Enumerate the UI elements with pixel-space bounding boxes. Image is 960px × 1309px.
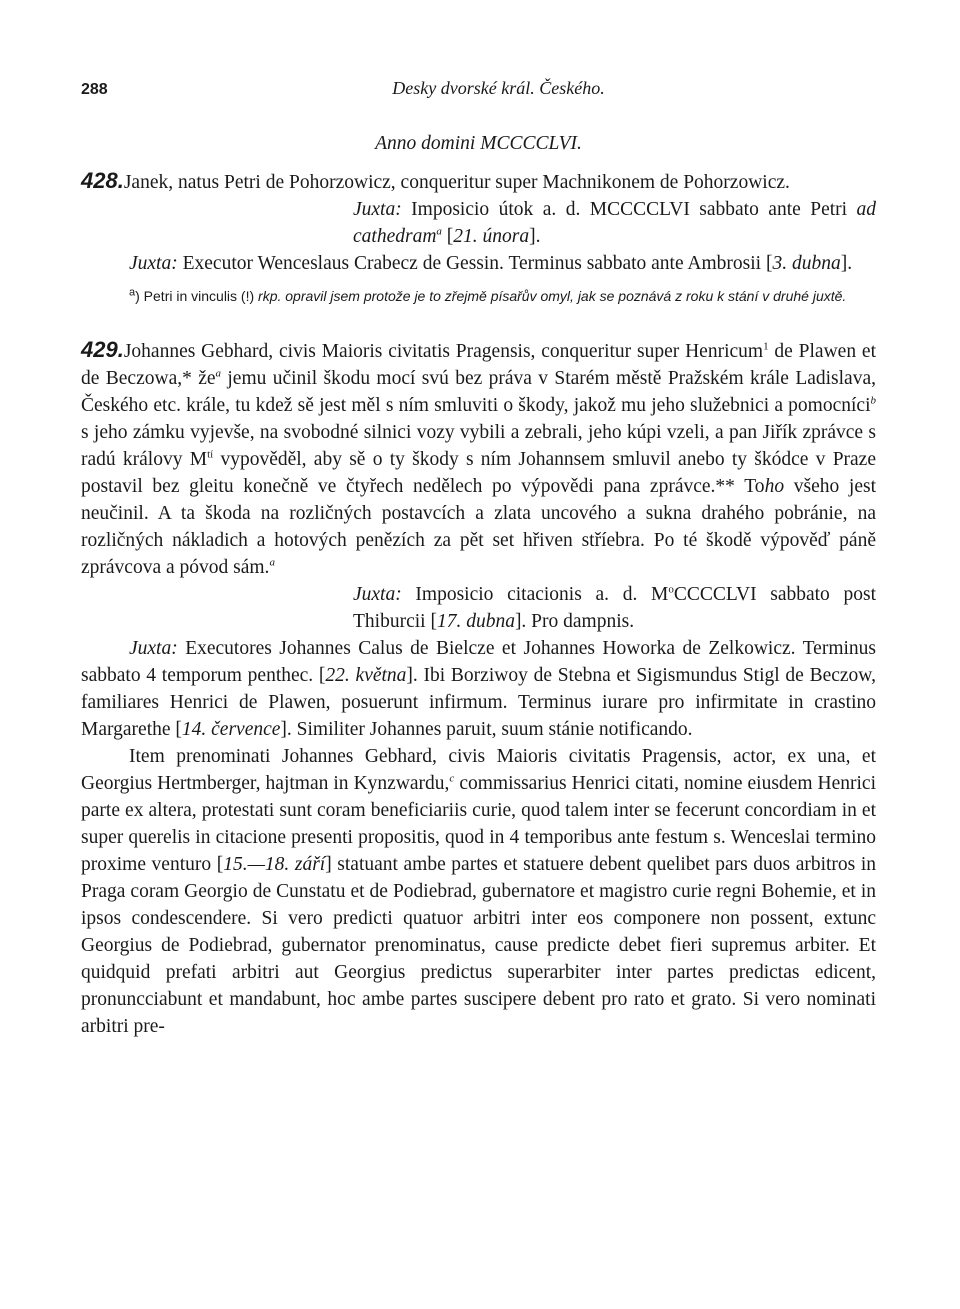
footnote-mark: a (269, 556, 275, 569)
entry-429-body: jemu učinil škodu mocí svú bez práva v Starém městě Pražském krále Ladislava, Českého etc. krále, tu kdež sě jest měl s ním smluviti o škody, jakož mu jeho služebnici a pomocníci (81, 368, 876, 416)
juxta-text: Imposicio útok a. d. MCCCCLVI sabbato ante Petri (401, 199, 857, 220)
running-title: Desky dvorské král. Českého. (392, 78, 605, 98)
entry-429-body: všeho jest neučinil. A ta škoda na rozličných postavcích a zlata uncového a sukna drahého pobránie, na rozličných nákladich a hotových penězích za pět set hřiven stříebra. Po té škodě výpověď páně zprávcova a póvod sám. (81, 476, 876, 578)
entry-428-juxta-2 (81, 250, 876, 277)
entry-428-juxta-1 (353, 196, 876, 250)
juxta-text: ]. Similiter Johannes paruit, suum stánie notificando. (280, 719, 693, 740)
paragraph-text: Item prenominati Johannes Gebhard, civis Maioris civitatis Pragensis, actor, ex una, et Georgius Hertmberger, hajtman in Kynzwardu, (81, 746, 876, 794)
juxta-italic: ad cathedram (353, 199, 876, 247)
juxta-text: Executor Wenceslaus Crabecz de Gessin. Terminus sabbato ante Ambrosii [ (177, 253, 773, 274)
juxta-date: 22. května (325, 665, 407, 686)
juxta-date: 17. dubna (436, 611, 515, 632)
page-number: 288 (81, 81, 108, 98)
page-header (81, 70, 876, 104)
entry-429-body: vypověděl, aby sě o ty škody s ním Johannsem smluvil anebo ty škódce v Praze postavil bez gleitu konečně ve čtyřech nedělech po výpovědi pana zprávce.** To (81, 449, 876, 497)
entry-429-body: s jeho zámku vyjevše, na svobodné silnici vozy vybili a zebrali, jeho kúpi vzeli, a pan Jiřík zprávce s radú královy M (81, 422, 876, 470)
juxta-text: ]. Pro dampnis. (514, 611, 635, 632)
document-page (81, 70, 876, 1040)
juxta-text: ]. (840, 253, 853, 274)
footnote-a (81, 285, 876, 308)
juxta-text: Executores Johannes Calus de Bielcze et Johannes Howorka de Zelkowicz. Terminus sabbato 4 temporum penthec. [ (81, 638, 876, 686)
year-heading: Anno domini MCCCCLVI. (375, 133, 582, 154)
entry-429-body: Johannes Gebhard, civis Maioris civitatis Pragensis, conqueritur super Henricum (123, 341, 764, 362)
entry-number: 428. (81, 168, 124, 193)
juxta-text: ]. Ibi Borziwoy de Stebna et Sigismundus Stigl de Beczow, familiares Henrici de Plawen, posuerunt infirmum. Terminus iurare pro infirmitate in crastino Margarethe [ (81, 665, 876, 740)
entry-number: 429. (81, 337, 124, 362)
juxta-text: [ (441, 226, 454, 247)
footnote-mark: c (449, 772, 455, 785)
entry-428-body: Janek, natus Petri de Pohorzowicz, conqueritur super Machnikonem de Pohorzowicz. (123, 172, 790, 193)
footnote-mark: a (436, 225, 442, 238)
paragraph-text: ] statuant ambe partes et statuere debent quelibet pars duos arbitros in Praga coram Georgio de Cunstatu et de Podiebrad, gubernatore et magistro curie regni Bohemie, et in ipsos condescendere. Si vero predicti quatuor arbitri inter eos componere non possent, extunc Georgius de Podiebrad, gubernator prenominatus, cause predicte debet fieri supremus arbiter. Et quidquid prefati arbitri aut Georgius predictus superarbiter inter partes predictas edicent, pronuncciabunt et mandabunt, hoc ambe partes suscipere debent pro rato et grato. Si vero nominati arbitri pre- (81, 854, 877, 1037)
entry-429-paragraph-2 (81, 743, 876, 1040)
juxta-date: 21. února (453, 226, 530, 247)
juxta-text: ]. (529, 226, 541, 247)
entry-429-juxta-2 (81, 635, 876, 743)
entry-429-italic: ho (764, 476, 785, 497)
juxta-text: CCCCLVI sabbato post Thiburcii [ (353, 584, 876, 632)
juxta-label: Juxta: (129, 253, 178, 274)
footnote-mark: a (129, 286, 136, 299)
juxta-label: Juxta: (353, 584, 402, 605)
entry-429-text (81, 336, 876, 581)
footnote-mark: b (870, 394, 876, 407)
footnote-mark: a (215, 367, 222, 380)
paragraph-date: 15.—18. září (223, 854, 326, 875)
footnote-italic: rkp. opravil jsem protože je to zřejmě písařův omyl, jak se poznává z roku k stání v druhé juxtě. (258, 288, 847, 304)
footnote-mark: 1 (763, 340, 769, 353)
paragraph-text: commissarius Henrici citati, nomine eiusdem Henrici parte ex altera, protestati sunt coram beneficiariis curie, quod talem inter se fecerunt concordiam in et super querelis in citacione presenti propositis, quod in 4 temporibus ante festum s. Wenceslai termino proxime venturo [ (81, 773, 876, 875)
juxta-label: Juxta: (129, 638, 178, 659)
abbrev-mark: tí (207, 448, 214, 461)
entry-428-text (81, 167, 876, 196)
entry-429-body: de Plawen et de Beczowa,* že (81, 341, 876, 389)
juxta-label: Juxta: (353, 199, 402, 220)
juxta-date: 14. července (181, 719, 281, 740)
juxta-date: 3. dubna (772, 253, 841, 274)
footnote-text: ) Petri in vinculis (!) (135, 288, 259, 304)
juxta-text: Imposicio citacionis a. d. M (401, 584, 669, 605)
abbrev-mark: o (668, 583, 674, 596)
entry-429-juxta-1 (353, 581, 876, 635)
